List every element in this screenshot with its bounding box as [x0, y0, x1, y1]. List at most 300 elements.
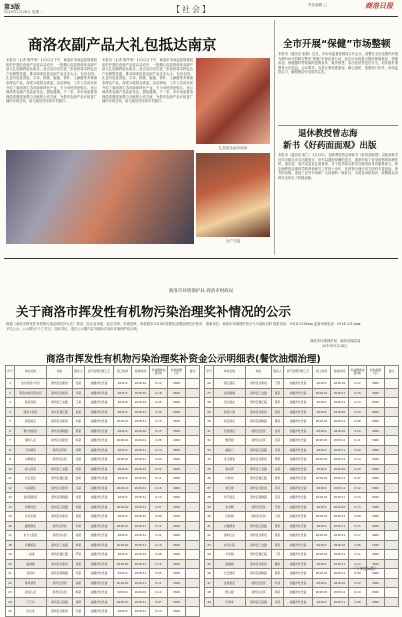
table-cell: 福满楼	[15, 559, 47, 569]
table-cell: 0.16	[150, 483, 168, 493]
table-cell	[385, 588, 399, 598]
table-cell: 油烟净化设备	[284, 521, 313, 531]
column-divider	[274, 20, 275, 255]
table-cell: 2018.10	[313, 455, 331, 465]
table-cell: 22	[6, 578, 15, 588]
table-row	[6, 398, 200, 408]
table-cell: 2018.11	[331, 569, 349, 579]
table-row	[205, 540, 399, 550]
table-cell: 2018.9	[313, 379, 331, 389]
table-cell: 天天乐	[15, 597, 47, 607]
table-cell: 曾某	[272, 474, 284, 484]
table-cell: 0.06	[349, 540, 367, 550]
table-header-cell: 备注	[385, 366, 399, 379]
table-cell: 10	[6, 464, 15, 474]
table-cell: 0.07	[150, 502, 168, 512]
table-cell: 42	[205, 531, 214, 541]
table-row	[6, 445, 200, 455]
table-cell: 华商酒店	[15, 483, 47, 493]
table-cell: 商州区江滨路	[246, 597, 272, 607]
table-cell: 油烟净化设备	[85, 550, 114, 560]
table-cell: 油烟净化设备	[85, 426, 114, 436]
table-cell: 老街坊	[15, 569, 47, 579]
table-cell: 2018.10	[313, 436, 331, 446]
table-cell: 2018.11	[132, 607, 150, 617]
table-cell: 2000	[168, 455, 186, 465]
table-cell: 聚贤阁	[214, 436, 246, 446]
table-cell	[186, 379, 200, 389]
table-cell: 商州区工农路	[47, 464, 73, 474]
table-header-cell: 年油烟排放量(吨)	[150, 366, 168, 379]
table-cell: 2018.9	[114, 531, 132, 541]
table-cell: 商州区西街	[246, 502, 272, 512]
table-cell: 商州区东街	[246, 588, 272, 598]
table-cell: 2000	[168, 569, 186, 579]
table-cell: 6	[6, 426, 15, 436]
table-cell: 油烟净化设备	[85, 597, 114, 607]
table-cell: 29	[205, 407, 214, 417]
table-cell: 商州区北新街	[47, 559, 73, 569]
table-cell: 商州区商鞅路	[246, 569, 272, 579]
table-cell: 2500	[367, 493, 385, 503]
table-cell: 油烟净化设备	[85, 540, 114, 550]
table-cell: 2000	[367, 597, 385, 607]
table-cell: 商州区工农路	[246, 540, 272, 550]
table-cell: 2000	[367, 569, 385, 579]
table-cell: 谢某	[73, 578, 85, 588]
table-cell: 油烟净化设备	[85, 512, 114, 522]
table-cell	[385, 379, 399, 389]
table-cell: 3500	[168, 588, 186, 598]
table-cell: 萧某	[272, 398, 284, 408]
table-row	[205, 597, 399, 607]
table-row	[205, 493, 399, 503]
table-cell: 0.18	[349, 388, 367, 398]
table-row	[6, 474, 200, 484]
table-cell: 商州区北新街	[246, 379, 272, 389]
table-cell: 金桥饭店	[214, 578, 246, 588]
table-cell: 罗某	[73, 550, 85, 560]
table-cell: 3000	[168, 607, 186, 617]
table-cell: 35	[205, 464, 214, 474]
table-cell: 许某	[272, 445, 284, 455]
table-cell: 油烟净化设备	[284, 512, 313, 522]
table-row	[205, 464, 399, 474]
table-cell	[385, 569, 399, 579]
table-cell: 商州区西街	[246, 426, 272, 436]
article3-body: 本报讯（通讯员 陈兰）1月20日，退休教授曾志海新书《好药面面观》由陕西科学技术出版社正式出版发行。该书以通俗易懂的语言，系统介绍了常见药物的药理作用、适应症、用法用量及注意事项，对于指导群众科学合理用药具有重要意义。曾志海教授从事药学教育和研究工作四十余年，在药物合理应用方面有丰富经验。该书的出版，得到了业内专家和广大读者的一致好评，为普及用药知识、保障群众用药安全作出了积极贡献。	[278, 153, 398, 180]
table-cell: 30	[205, 417, 214, 427]
table-cell: 2018.11	[331, 588, 349, 598]
table-cell: 2500	[367, 588, 385, 598]
table-cell: 3000	[168, 521, 186, 531]
table-cell: 商州区东街	[47, 588, 73, 598]
table-cell: 33	[205, 445, 214, 455]
table-cell: 2018.9	[313, 502, 331, 512]
table-cell	[385, 559, 399, 569]
table-cell: 5000	[367, 464, 385, 474]
table-cell: 2018.9	[114, 379, 132, 389]
table-cell: 2018.10	[114, 436, 132, 446]
table-cell: 2018.10	[114, 540, 132, 550]
table-cell: 商州区通江路	[246, 474, 272, 484]
table-cell: 油烟净化设备	[284, 569, 313, 579]
table-cell: 17	[6, 531, 15, 541]
table-cell: 油烟净化设备	[85, 483, 114, 493]
table-row	[6, 483, 200, 493]
issue-date: 2019年1月28日 星期一	[4, 10, 43, 14]
table-cell: 2000	[168, 502, 186, 512]
table-row	[6, 388, 200, 398]
table-cell: 2018.9	[313, 578, 331, 588]
table-cell	[186, 597, 200, 607]
table-cell: 程某	[272, 407, 284, 417]
table-cell: 2018.10	[132, 588, 150, 598]
table-cell: 0.14	[349, 455, 367, 465]
table-header-cell: 补贴金额(元)	[168, 366, 186, 379]
table-cell: 刘某	[73, 417, 85, 427]
table-cell	[186, 578, 200, 588]
table-cell: 曹某	[272, 417, 284, 427]
table-cell: 5000	[168, 407, 186, 417]
table-cell: 2018.11	[132, 493, 150, 503]
table-cell: 商州区北新街	[246, 455, 272, 465]
table-row	[6, 578, 200, 588]
table-cell: 23	[6, 588, 15, 598]
table-cell: 7	[6, 436, 15, 446]
table-cell	[385, 540, 399, 550]
table-cell: 2018.9	[114, 607, 132, 617]
table-cell: 15	[6, 512, 15, 522]
table-cell: 13	[6, 493, 15, 503]
table-cell: 油烟净化设备	[85, 588, 114, 598]
notice-rule	[4, 258, 398, 259]
table-cell	[186, 521, 200, 531]
table-cell: 油烟净化设备	[284, 398, 313, 408]
table-cell: 0.10	[349, 588, 367, 598]
table-row	[205, 379, 399, 389]
table-cell: 阎某	[272, 588, 284, 598]
table-cell: 48	[205, 588, 214, 598]
table-header-cell: 竣工时间	[114, 366, 132, 379]
table-cell: 2018.11	[132, 559, 150, 569]
table-cell	[186, 588, 200, 598]
table-cell: 0.12	[349, 379, 367, 389]
table-cell: 2000	[367, 512, 385, 522]
table-cell: 2018.10	[132, 464, 150, 474]
table-cell: 3000	[367, 550, 385, 560]
table-cell: 2018.10	[313, 388, 331, 398]
table-cell: 农家乐园	[15, 512, 47, 522]
table-cell: 商州区北新街	[47, 388, 73, 398]
table-cell: 2018.11	[331, 559, 349, 569]
table-cell: 商州区北新街	[246, 559, 272, 569]
table-cell: 0.15	[349, 521, 367, 531]
table-cell: 0.17	[349, 531, 367, 541]
table-cell: 油烟净化设备	[284, 540, 313, 550]
table-cell: 0.08	[349, 512, 367, 522]
table-cell	[385, 455, 399, 465]
page-number: 第3版	[4, 4, 21, 11]
table-cell: 2018.11	[331, 436, 349, 446]
table-cell: 20	[6, 559, 15, 569]
table-cell: 商州区通江路	[47, 550, 73, 560]
table-cell: 商洛宾馆	[15, 398, 47, 408]
table-cell: 2018.11	[331, 597, 349, 607]
table-cell: 0.11	[150, 578, 168, 588]
table-cell: 商州区北新街	[47, 436, 73, 446]
table-cell: 2018.10	[313, 493, 331, 503]
table-cell: 油烟净化设备	[284, 588, 313, 598]
notice-body-left: 根据《商洛市挥发性有机物污染治理奖补办法》要求，经企业申报、县区初审、市级复核，现将我市2018年度餐饮油烟治理奖补情况予以公示。公示期为7个工作日，如有异议，请在公示期内以书面形式向市环境保护局反映。	[6, 322, 202, 331]
table-cell: 油烟净化设备	[284, 417, 313, 427]
table-cell	[385, 426, 399, 436]
table-cell: 0.09	[349, 445, 367, 455]
table-cell: 2018.9	[114, 550, 132, 560]
table-cell: 39	[205, 502, 214, 512]
table-row	[205, 474, 399, 484]
table-cell: 3000	[168, 578, 186, 588]
table-header-cell: 单位名称	[15, 366, 47, 379]
table-cell: 2018.10	[132, 426, 150, 436]
table-cell	[385, 483, 399, 493]
table-cell: 油烟净化设备	[284, 445, 313, 455]
table-cell: 油烟净化设备	[85, 445, 114, 455]
table-cell: 2018.9	[313, 540, 331, 550]
table-cell: 2018.9	[114, 388, 132, 398]
table-cell: 2018.10	[331, 578, 349, 588]
table-cell: 油烟净化设备	[284, 531, 313, 541]
notice-sign-date: 2019年1月24日	[322, 344, 348, 348]
table-cell: 油烟净化设备	[284, 493, 313, 503]
table-cell	[385, 521, 399, 531]
table-row	[6, 607, 200, 617]
table-cell: 油烟净化设备	[284, 426, 313, 436]
table-cell: 蒋某	[272, 521, 284, 531]
table-cell: 2018.10	[331, 540, 349, 550]
table-cell: 商州区北新街	[47, 483, 73, 493]
table-header-cell: 联系人	[73, 366, 85, 379]
table-cell: 商州区北新街	[47, 607, 73, 617]
table-cell: 5000	[168, 464, 186, 474]
table-cell: 2018.11	[331, 474, 349, 484]
table-cell: 商州区商鞅路	[47, 493, 73, 503]
table-cell: 商山宾馆	[15, 464, 47, 474]
table-row	[6, 464, 200, 474]
table-cell: 福临门	[214, 445, 246, 455]
table-cell: 2	[6, 388, 15, 398]
table-cell: 油烟净化设备	[85, 578, 114, 588]
table-cell: 11	[6, 474, 15, 484]
table-cell: 秦风酒家	[15, 578, 47, 588]
article2-body: 本报讯（通讯员 张敏）近日，市市场监督管理局召开会议，部署在全市范围内开展为期100天的联合整治“保健”市场乱象行动。此次行动将重点整治保健食品、保健用品、保健器材等领域的虚假宣传、欺诈销售、非法经营等违法行为，切实维护消费者合法权益。会议要求，各县区要高度重视，精心组织，加强部门协作，形成监管合力，确保整治行动取得实效。	[278, 52, 398, 75]
editor-line: 责任编辑 □	[308, 3, 327, 7]
table-row	[6, 407, 200, 417]
table-cell: 袁某	[272, 426, 284, 436]
table-cell: 31	[205, 426, 214, 436]
table-cell: 14	[6, 502, 15, 512]
table-cell: 0.10	[349, 398, 367, 408]
table-cell	[186, 474, 200, 484]
table-cell: 3000	[367, 578, 385, 588]
table-cell: 金鼎酒楼	[214, 388, 246, 398]
table-cell: 0.10	[150, 540, 168, 550]
table-cell: 47	[205, 578, 214, 588]
table-row	[205, 398, 399, 408]
table-cell: 宏达饭庄	[214, 398, 246, 408]
photo-caption-1: 礼品抵达南京现场	[218, 146, 248, 150]
table-cell: 32	[205, 436, 214, 446]
table-cell: 商州区东街	[47, 455, 73, 465]
table-cell: 0.08	[349, 417, 367, 427]
table-cell: 0.21	[150, 531, 168, 541]
table-cell: 2018.11	[132, 445, 150, 455]
table-cell: 唐某	[73, 597, 85, 607]
table-header-cell: 备注	[186, 366, 200, 379]
table-cell: 金台宾馆(分店)	[15, 379, 47, 389]
table-row	[6, 597, 200, 607]
table-row	[6, 493, 200, 503]
table-cell: 油烟净化设备	[284, 483, 313, 493]
table-cell: 长安酒家	[214, 569, 246, 579]
table-cell: 0.08	[150, 550, 168, 560]
table-cell: 油烟净化设备	[85, 559, 114, 569]
table-cell: 孙某	[73, 474, 85, 484]
table-cell: 2018.10	[313, 569, 331, 579]
table-cell: 油烟净化设备	[85, 569, 114, 579]
table-cell: 45	[205, 559, 214, 569]
table-cell: 2018.9	[313, 521, 331, 531]
table-cell: 12	[6, 483, 15, 493]
table-cell: 2018.9	[114, 512, 132, 522]
table-cell: 吴某	[73, 455, 85, 465]
table-cell	[186, 569, 200, 579]
table-cell: 商州区通江路	[246, 550, 272, 560]
table-cell: 2000	[168, 436, 186, 446]
table-cell: 2018.10	[313, 588, 331, 598]
table-cell: 2018.9	[313, 464, 331, 474]
table-cell: 0.11	[150, 474, 168, 484]
table-cell: 0.15	[150, 426, 168, 436]
table-cell: 0.07	[349, 474, 367, 484]
article1-body-col2: 本报讯（记者 陈华荣）1月22日下午，商洛市市场监督管理局组织开展的农副产品进京活动中，一批精心包装的商洛农副产品大礼包顺利抵达南京。此次活动旨在进一步拓宽我市特色农产品销售渠道，推动商洛优质农副产品走出大山、走向全国。礼包内包括香菇、木耳、核桃、板栗、茶叶、土蜂蜜等多种商洛特色产品，深受当地群众欢迎。活动现场，工作人员向市民介绍了商洛的生态环境和特色产业，不少市民纷纷购买，表示商洛的农副产品品质优良、绿色健康。下一步，市市场监督管理局将继续加强与各地的合作交流，为我市农副产品开拓更广阔的市场空间，助力脱贫攻坚和乡村振兴。	[102, 58, 193, 104]
article1-body-col1: 本报讯（记者 陈华荣）1月22日下午，商洛市市场监督管理局组织开展的农副产品进京活动中，一批精心包装的商洛农副产品大礼包顺利抵达南京。此次活动旨在进一步拓宽我市特色农产品销售渠道，推动商洛优质农副产品走出大山、走向全国。礼包内包括香菇、木耳、核桃、板栗、茶叶、土蜂蜜等多种商洛特色产品，深受当地群众欢迎。活动现场，工作人员向市民介绍了商洛的生态环境和特色产业，不少市民纷纷购买，表示商洛的农副产品品质优良、绿色健康。下一步，市市场监督管理局将继续加强与各地的合作交流，为我市农副产品开拓更广阔的市场空间，助力脱贫攻坚和乡村振兴。	[6, 58, 97, 104]
table-cell: 鑫源酒店	[15, 521, 47, 531]
table-cell: 8	[6, 445, 15, 455]
table-cell: 商州区西街	[47, 445, 73, 455]
table-cell: 2018.10	[132, 388, 150, 398]
table-cell: 和平饭店	[214, 493, 246, 503]
table-cell: 油烟净化设备	[85, 521, 114, 531]
table-cell: 贾某	[272, 540, 284, 550]
table-cell: 38	[205, 493, 214, 503]
table-row	[6, 569, 200, 579]
table-cell: 蔡某	[272, 531, 284, 541]
table-cell: 2018.11	[331, 388, 349, 398]
table-cell: 永顺饭店	[15, 455, 47, 465]
table-cell: 3000	[367, 379, 385, 389]
table-header-cell: 油气治理设施工艺	[85, 366, 114, 379]
table-cell: 5000	[168, 531, 186, 541]
table-row	[6, 531, 200, 541]
table-cell	[186, 559, 200, 569]
table-cell: 2018.10	[132, 379, 150, 389]
table-cell: 3	[6, 398, 15, 408]
table-cell	[186, 445, 200, 455]
table-cell: 3000	[367, 502, 385, 512]
table-cell: 28	[205, 398, 214, 408]
table-cell: 2000	[168, 550, 186, 560]
table-cell: 龙腾饭店	[15, 540, 47, 550]
article3-title-line1: 退休教授曾志海	[298, 129, 358, 139]
table-cell	[385, 502, 399, 512]
table-cell: 油烟净化设备	[284, 578, 313, 588]
table-cell: 0.16	[349, 426, 367, 436]
table-cell: 0.09	[150, 455, 168, 465]
table-cell: 商州区东街	[246, 436, 272, 446]
table-cell: 薛某	[272, 569, 284, 579]
table-cell: 41	[205, 521, 214, 531]
table-row	[205, 407, 399, 417]
table-cell: 油烟净化设备	[284, 407, 313, 417]
table-cell: 0.12	[349, 483, 367, 493]
table-cell: 4000	[367, 426, 385, 436]
table-cell: 油烟净化设备	[85, 407, 114, 417]
table-cell: 2018.10	[132, 512, 150, 522]
table-cell: 丰泽园	[214, 550, 246, 560]
table-cell: 4500	[168, 388, 186, 398]
table-cell: 商洛大酒店	[15, 407, 47, 417]
table-header-cell: 地址	[246, 366, 272, 379]
table-cell: 马某	[73, 483, 85, 493]
table-cell	[385, 512, 399, 522]
table-cell: 2018.9	[313, 445, 331, 455]
table-cell: 2018.9	[114, 588, 132, 598]
table-cell: 满福楼	[214, 559, 246, 569]
table-cell: 油烟净化设备	[85, 436, 114, 446]
table-cell	[186, 426, 200, 436]
table-row	[6, 521, 200, 531]
table-cell: 0.06	[150, 512, 168, 522]
allowance-table-left	[5, 365, 200, 617]
table-cell: 2018.11	[132, 502, 150, 512]
table-cell: 2018.10	[313, 474, 331, 484]
table-cell: 余某	[272, 597, 284, 607]
table-cell: 2018.11	[331, 398, 349, 408]
table-cell	[186, 531, 200, 541]
table-cell: 商州区工农路	[47, 540, 73, 550]
table-cell: 宋某	[73, 569, 85, 579]
table-cell: 2018.11	[132, 540, 150, 550]
table-cell: 川味坊	[214, 474, 246, 484]
table-cell: 沈某	[272, 464, 284, 474]
table-header-cell: 地址	[47, 366, 73, 379]
article2-title: 全市开展“保健”市场整顿	[283, 39, 391, 50]
market-scene-photo	[6, 150, 194, 244]
table-cell: 2018.10	[114, 597, 132, 607]
table-cell: 5	[6, 417, 15, 427]
table-cell: 0.20	[150, 407, 168, 417]
table-cell: 0.14	[349, 559, 367, 569]
table-cell: 于某	[272, 379, 284, 389]
table-cell: 46	[205, 569, 214, 579]
table-cell: 商州区工农路	[246, 464, 272, 474]
table-cell: 油烟净化设备	[85, 464, 114, 474]
table-cell: 商州区西街	[47, 578, 73, 588]
table-cell: 商州区江滨路	[47, 597, 73, 607]
table-row	[205, 531, 399, 541]
table-cell: 2018.9	[114, 445, 132, 455]
